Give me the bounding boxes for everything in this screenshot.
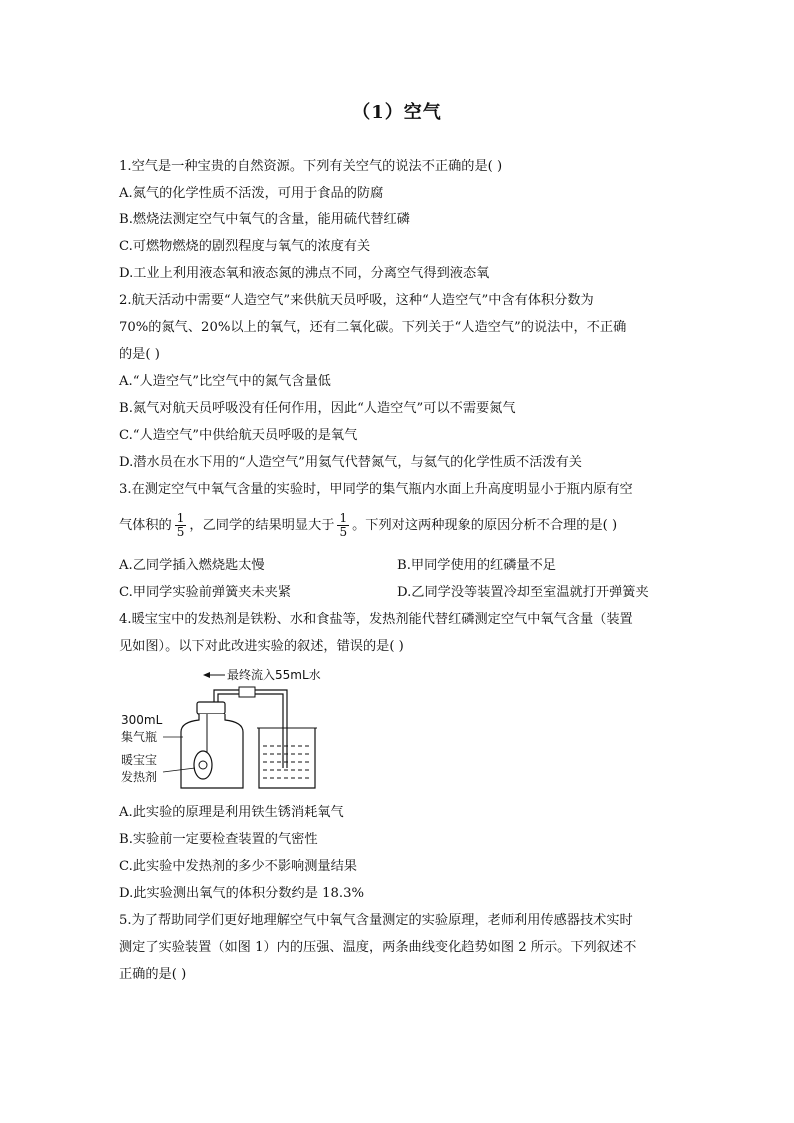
q1-option-b: B.燃烧法测定空气中氧气的含量，能用硫代替红磷: [119, 212, 410, 227]
q5-stem-line-2: 测定了实验装置（如图 1）内的压强、温度，两条曲线变化趋势如图 2 所示。下列叙述不: [119, 940, 637, 955]
q2-stem-line-2: 70%的氮气、20%以上的氧气，还有二氧化碳。下列关于“人造空气”的说法中，不正确: [119, 320, 627, 335]
q3-stem-line-1: 3.在测定空气中氧气含量的实验时，甲同学的集气瓶内水面上升高度明显小于瓶内原有空: [119, 482, 633, 497]
q1-option-d: D.工业上利用液态氧和液态氮的沸点不同，分离空气得到液态氧: [119, 266, 490, 281]
apparatus-figure: [119, 668, 369, 798]
q2-option-c: C.“人造空气”中供给航天员呼吸的是氧气: [119, 428, 358, 443]
page-title: （1）空气: [352, 102, 442, 123]
spring-clip: [239, 687, 255, 697]
q2-stem-line-1: 2.航天活动中需要“人造空气”来供航天员呼吸，这种“人造空气”中含有体积分数为: [119, 293, 594, 308]
q3-stem-part-a: 气体积的: [119, 518, 172, 533]
q1-option-a: A.氮气的化学性质不活泼，可用于食品的防腐: [119, 186, 384, 201]
bottle-stopper: [197, 702, 225, 714]
q4-option-a: A.此实验的原理是利用铁生锈消耗氧气: [119, 805, 344, 820]
q2-option-d: D.潜水员在水下用的“人造空气”用氦气代替氮气，与氦气的化学性质不活泼有关: [119, 455, 582, 470]
q2-option-a: A.“人造空气”比空气中的氮气含量低: [119, 374, 331, 389]
q2-option-b: B.氮气对航天员呼吸没有任何作用，因此“人造空气”可以不需要氮气: [119, 401, 516, 416]
pack-label-1: 暖宝宝: [121, 753, 158, 767]
q3-option-c: C.甲同学实验前弹簧夹未夹紧: [119, 585, 292, 600]
fraction-one-fifth: [175, 512, 187, 539]
fraction-denominator: 5: [176, 525, 185, 539]
fraction-numerator: 1: [176, 511, 185, 525]
pack-label-2: 发热剂: [121, 770, 158, 784]
q1-stem: 1.空气是一种宝贵的自然资源。下列有关空气的说法不正确的是( ): [119, 159, 503, 174]
q4-stem-line-1: 4.暖宝宝中的发热剂是铁粉、水和食盐等，发热剂能代替红磷测定空气中氧气含量（装置: [119, 612, 633, 627]
flow-arrow-head: [203, 672, 210, 678]
q3-stem-part-b: ，乙同学的结果明显大于: [189, 518, 335, 533]
bottle-name-label: 集气瓶: [121, 730, 158, 744]
q5-stem-line-3: 正确的是( ): [119, 967, 187, 982]
q3-option-a: A.乙同学插入燃烧匙太慢: [119, 558, 265, 573]
q3-option-d: D.乙同学没等装置冷却至室温就打开弹簧夹: [397, 585, 649, 600]
q3-option-b: B.甲同学使用的红磷量不足: [397, 558, 556, 573]
arrow-label: 最终流入55mL水: [227, 668, 321, 682]
heat-pack: [194, 751, 212, 779]
q4-stem-line-2: 见如图）。以下对此改进实验的叙述，错误的是( ): [119, 639, 404, 654]
q4-option-c: C.此实验中发热剂的多少不影响测量结果: [119, 859, 357, 874]
gas-collecting-bottle: [181, 714, 243, 788]
q4-option-d: D.此实验测出氧气的体积分数约是 18.3%: [119, 886, 365, 901]
fraction-numerator: 1: [339, 511, 348, 525]
q3-stem-line-2: [119, 512, 617, 539]
fraction-one-fifth: [337, 512, 349, 539]
q1-option-c: C.可燃物燃烧的剧烈程度与氧气的浓度有关: [119, 239, 371, 254]
q5-stem-line-1: 5.为了帮助同学们更好地理解空气中氧气含量测定的实验原理，老师利用传感器技术实时: [119, 913, 633, 928]
q2-stem-line-3: 的是( ): [119, 347, 160, 362]
q4-option-b: B.实验前一定要检查装置的气密性: [119, 832, 318, 847]
q3-stem-part-c: 。下列对这两种现象的原因分析不合理的是( ): [352, 518, 618, 533]
fraction-denominator: 5: [339, 525, 348, 539]
bottle-volume-label: 300mL: [121, 713, 163, 727]
